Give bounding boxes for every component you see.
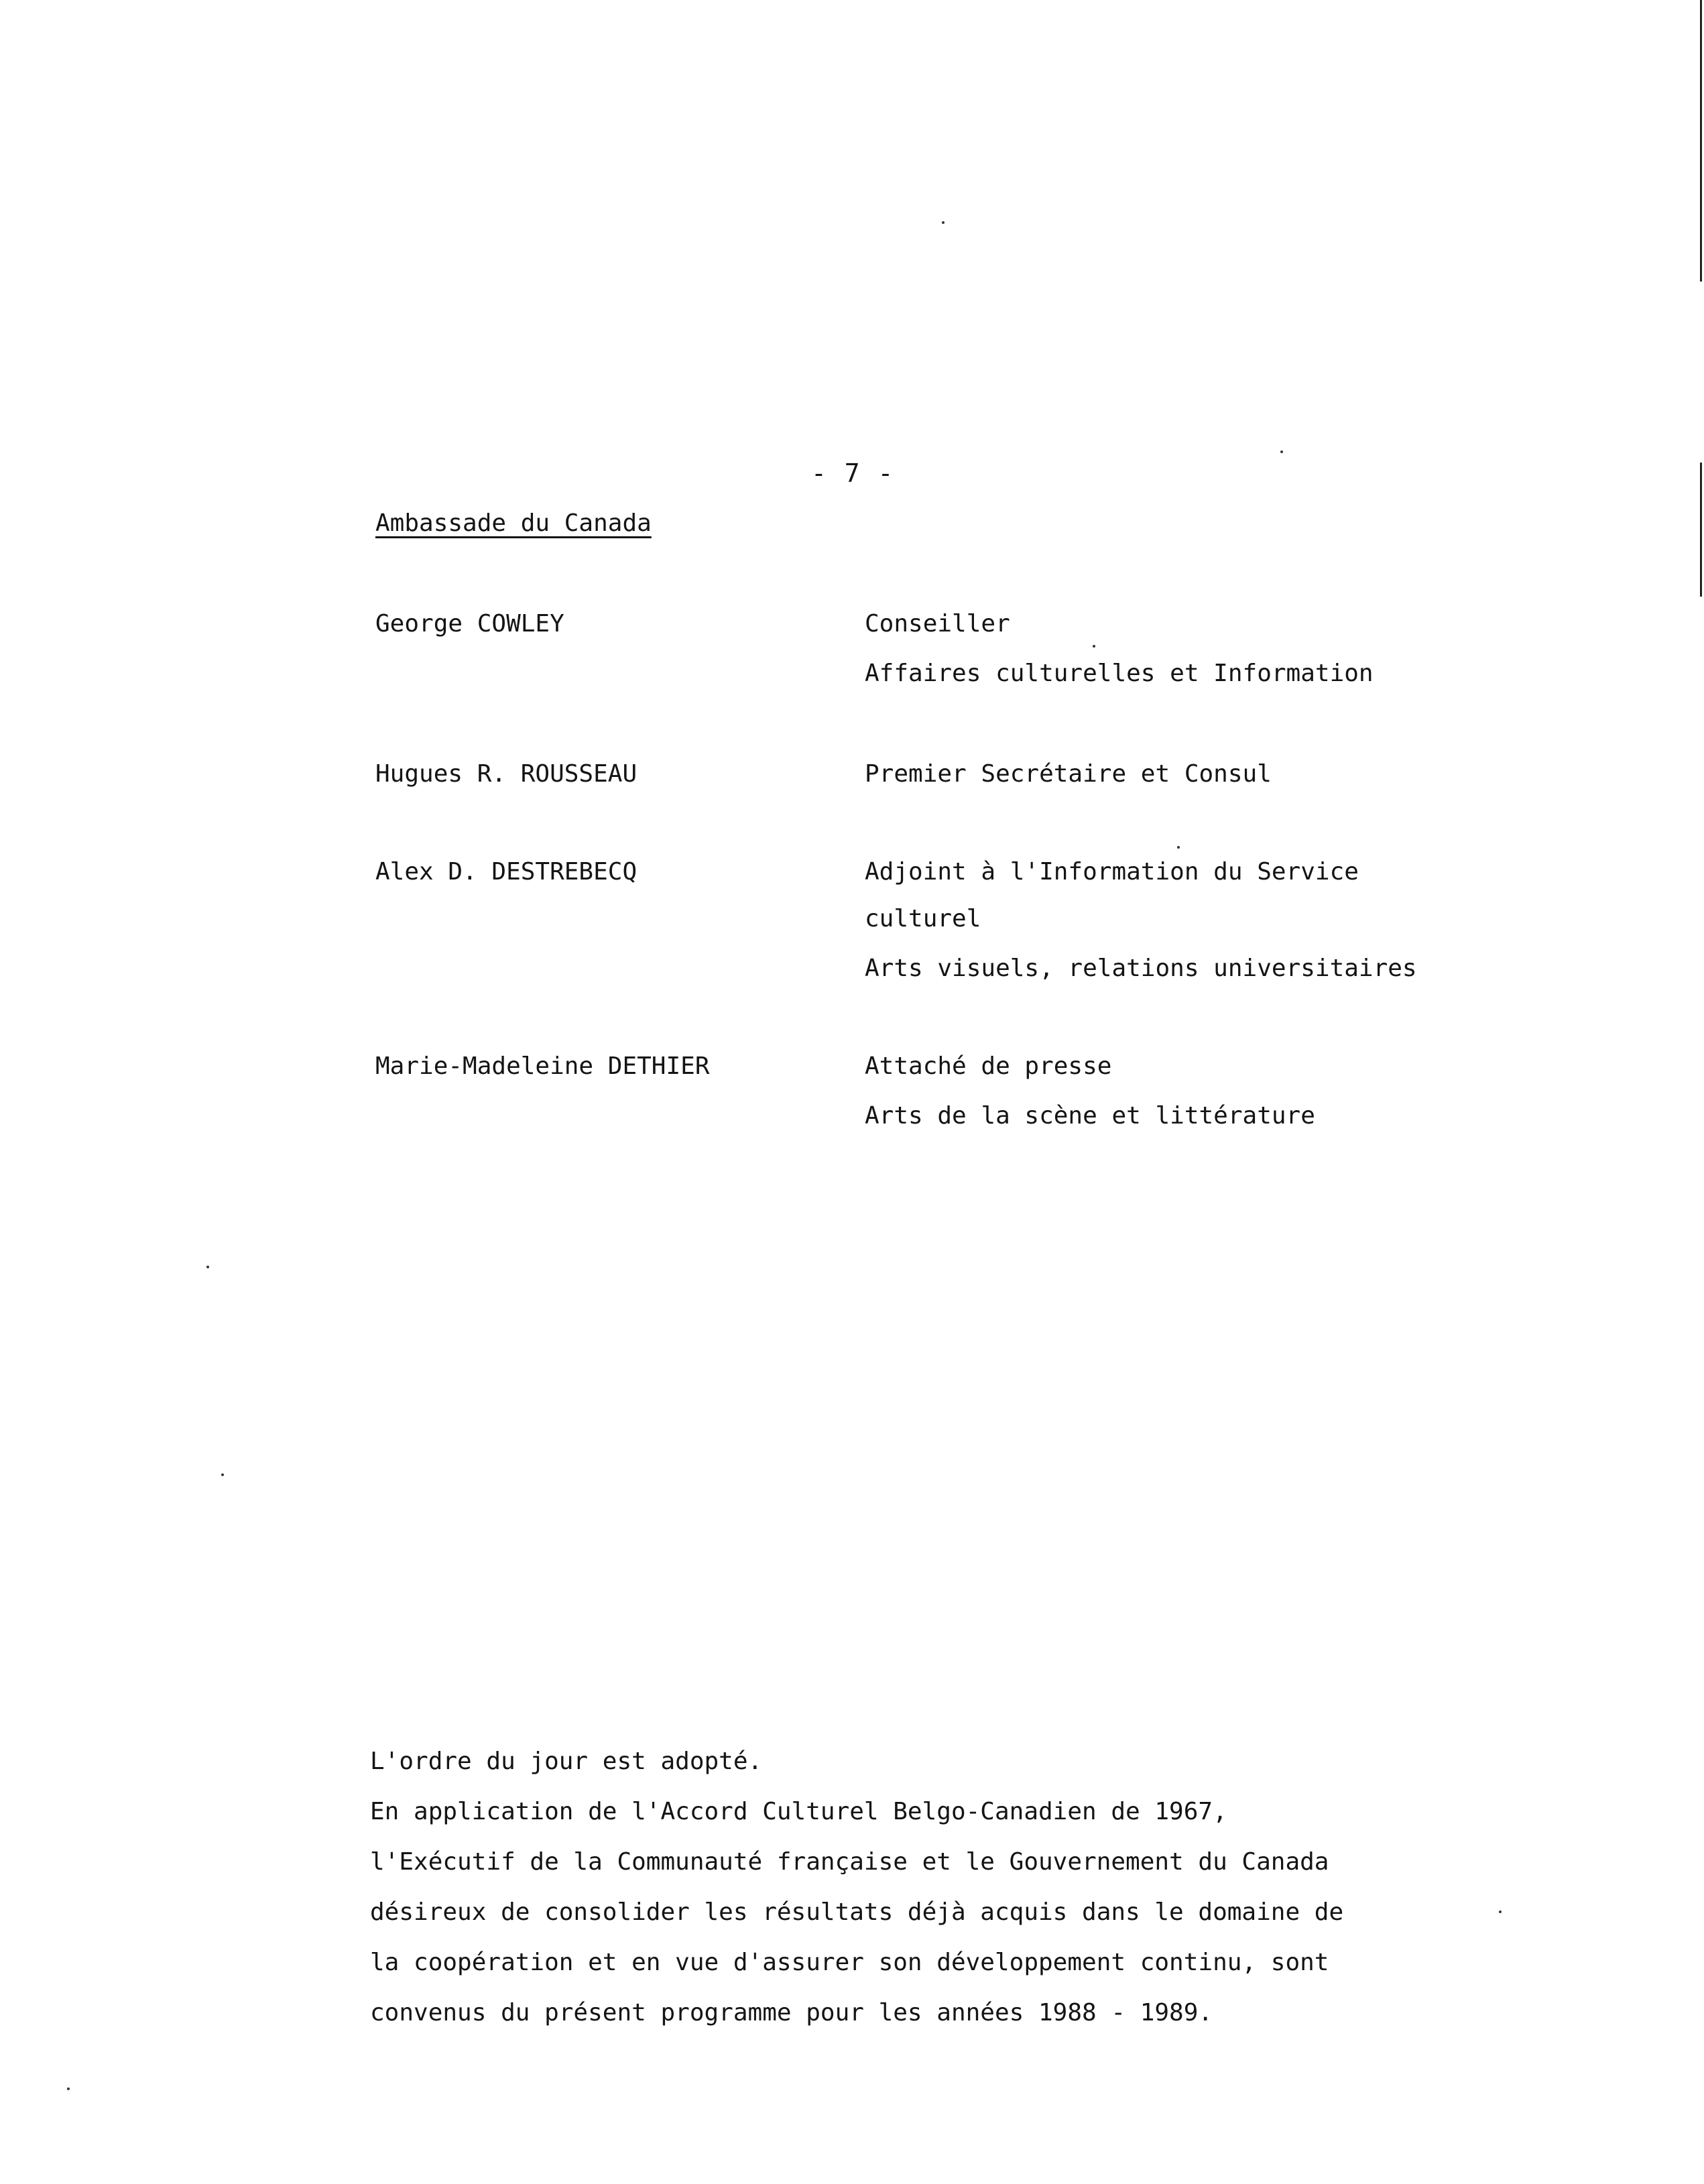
staff-role: Affaires culturelles et Information	[865, 660, 1374, 687]
staff-role: Premier Secrétaire et Consul	[865, 760, 1272, 788]
staff-role: Arts visuels, relations universitaires	[865, 955, 1417, 982]
staff-role-block	[865, 749, 1272, 799]
staff-role: Arts de la scène et littérature	[865, 1102, 1315, 1130]
staff-name: George COWLEY	[375, 610, 564, 638]
staff-role-block	[865, 599, 1374, 699]
body-line: l'Exécutif de la Communauté française et le Gouvernement du Canada	[370, 1848, 1329, 1876]
staff-name: Marie-Madeleine DETHIER	[375, 1052, 710, 1080]
scan-speck	[942, 221, 945, 224]
staff-role: Adjoint à l'Information du Service	[865, 858, 1359, 886]
body-paragraph	[370, 1736, 1343, 2038]
body-line: En application de l'Accord Culturel Belgo-Canadien de 1967,	[370, 1798, 1227, 1825]
scan-speck	[1093, 645, 1095, 648]
scan-speck	[206, 1266, 209, 1268]
staff-role: Attaché de presse	[865, 1052, 1112, 1080]
scan-edge-mark	[1700, 0, 1702, 282]
staff-name: Hugues R. ROUSSEAU	[375, 760, 637, 788]
page-number: - 7 -	[811, 459, 895, 488]
body-line: L'ordre du jour est adopté.	[370, 1748, 763, 1775]
staff-role-block	[865, 847, 1417, 993]
scan-speck	[1499, 1910, 1502, 1913]
scan-speck	[1280, 450, 1283, 453]
staff-role: Conseiller	[865, 610, 1010, 638]
scan-speck	[1177, 846, 1180, 849]
scan-edge-mark	[1700, 463, 1702, 597]
body-line: désireux de consolider les résultats déjà acquis dans le domaine de	[370, 1898, 1344, 1926]
body-line: la coopération et en vue d'assurer son développement continu, sont	[370, 1949, 1329, 1976]
staff-role: culturel	[865, 905, 981, 932]
scan-speck	[221, 1473, 224, 1476]
scan-speck	[67, 2087, 70, 2090]
body-line: convenus du présent programme pour les années 1988 - 1989.	[370, 1999, 1213, 2026]
staff-name: Alex D. DESTREBECQ	[375, 858, 637, 886]
staff-role-block	[865, 1042, 1315, 1141]
section-title: Ambassade du Canada	[375, 509, 652, 537]
